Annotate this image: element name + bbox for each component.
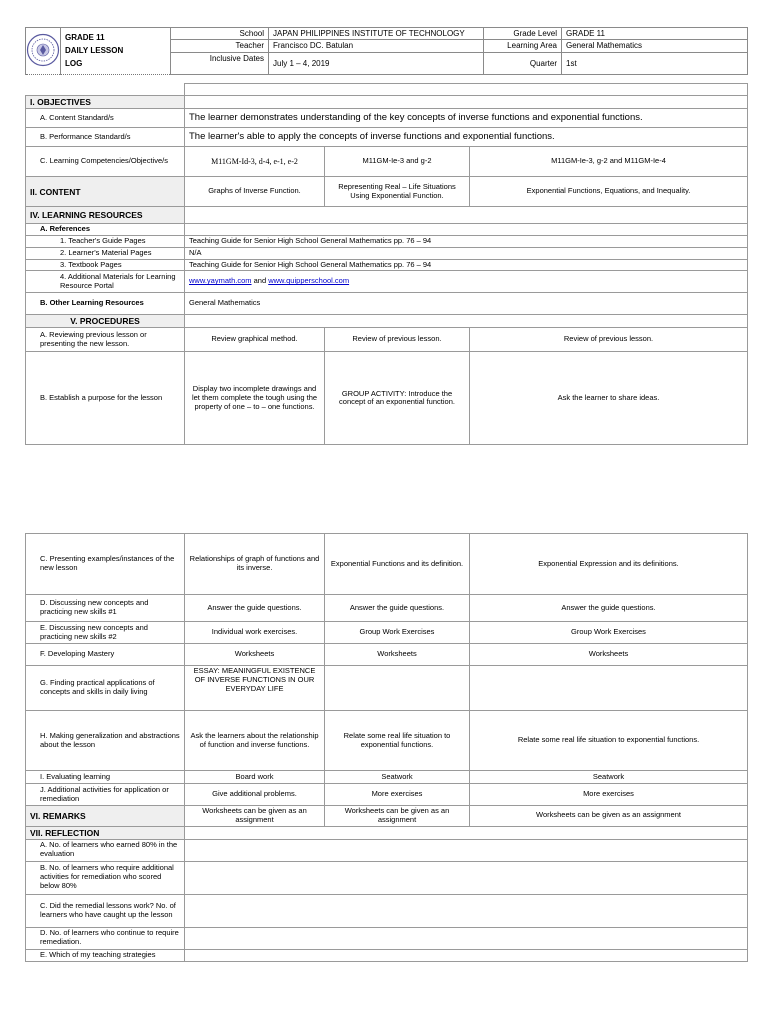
procedure-b-day2: GROUP ACTIVITY: Introduce the concept of an exponential function. (325, 352, 470, 445)
procedure-d-day3: Answer the guide questions. (470, 595, 748, 622)
teachers-guide-label: 1. Teacher's Guide Pages (26, 235, 185, 247)
procedure-a-label: A. Reviewing previous lesson or presenting the new lesson. (26, 328, 185, 352)
other-resources-label: B. Other Learning Resources (26, 293, 185, 315)
dates-value: July 1 – 4, 2019 (269, 52, 484, 74)
procedure-h-day1: Ask the learners about the relationship of function and inverse functions. (185, 711, 325, 771)
reflection-d-value (185, 927, 748, 949)
quarter-value: 1st (562, 52, 748, 74)
procedure-i-day3: Seatwork (470, 771, 748, 784)
remarks-day3: Worksheets can be given as an assignment (470, 806, 748, 827)
procedures-heading: V. PROCEDURES (26, 315, 185, 328)
learners-material-value: N/A (185, 247, 748, 259)
procedure-a-day2: Review of previous lesson. (325, 328, 470, 352)
content-heading: II. CONTENT (26, 177, 185, 207)
and-text: and (251, 276, 269, 286)
learning-resources-heading: IV. LEARNING RESOURCES (26, 207, 185, 224)
procedure-b-label: B. Establish a purpose for the lesson (26, 352, 185, 445)
content-day3: Exponential Functions, Equations, and Inequality. (470, 177, 748, 207)
procedure-b-day1: Display two incomplete drawings and let them complete the tough using the property of one – to – one functions. (185, 352, 325, 445)
procedure-c-day3: Exponential Expression and its definitions. (470, 534, 748, 595)
dll-title (61, 28, 171, 75)
lesson-table-page1 (25, 83, 748, 445)
procedure-d-label: D. Discussing new concepts and practicing new skills #1 (26, 595, 185, 622)
procedure-h-day3: Relate some real life situation to exponential functions. (470, 711, 748, 771)
competencies-label: C. Learning Competencies/Objective/s (26, 147, 185, 177)
procedure-g-day3 (470, 666, 748, 711)
performance-standard-value: The learner's able to apply the concepts of inverse functions and exponential functions. (185, 128, 748, 147)
deped-seal-icon (26, 32, 60, 68)
performance-standard-label: B. Performance Standard/s (26, 128, 185, 147)
procedure-e-day3: Group Work Exercises (470, 622, 748, 644)
procedure-j-label: J. Additional activities for application or remediation (26, 784, 185, 806)
procedure-j-day1: Give additional problems. (185, 784, 325, 806)
quipperschool-link[interactable]: www.quipperschool.com (268, 276, 350, 286)
reflection-d-label: D. No. of learners who continue to require remediation. (26, 927, 185, 949)
competency-day2: M11GM-Ie-3 and g-2 (325, 147, 470, 177)
procedure-e-label: E. Discussing new concepts and practicing new skills #2 (26, 622, 185, 644)
procedure-d-day1: Answer the guide questions. (185, 595, 325, 622)
procedure-f-day1: Worksheets (185, 644, 325, 666)
procedure-c-label: C. Presenting examples/instances of the new lesson (26, 534, 185, 595)
reflection-b-value (185, 861, 748, 894)
teacher-label: Teacher (171, 40, 269, 52)
procedure-d-day2: Answer the guide questions. (325, 595, 470, 622)
reflection-heading: VII. REFLECTION (26, 826, 185, 839)
grade-level-value: GRADE 11 (562, 28, 748, 40)
textbook-label: 3. Textbook Pages (26, 259, 185, 271)
procedure-g-label: G. Finding practical applications of concepts and skills in daily living (26, 666, 185, 711)
procedure-g-day2 (325, 666, 470, 711)
procedure-e-day1: Individual work exercises. (185, 622, 325, 644)
header-table (25, 27, 748, 75)
learning-area-value: General Mathematics (562, 40, 748, 52)
procedure-i-label: I. Evaluating learning (26, 771, 185, 784)
other-resources-value: General Mathematics (185, 293, 748, 315)
competency-day3: M11GM-Ie-3, g-2 and M11GM-Ie-4 (470, 147, 748, 177)
remarks-heading: VI. REMARKS (26, 806, 185, 827)
quarter-label: Quarter (484, 52, 562, 74)
competency-day1: M11GM-Id-3, d-4, e-1, e-2 (185, 147, 325, 177)
yaymath-link[interactable]: www.yaymath.com (189, 276, 252, 286)
procedure-h-day2: Relate some real life situation to exponential functions. (325, 711, 470, 771)
additional-materials-value (185, 271, 748, 293)
school-value: JAPAN PHILIPPINES INSTITUTE OF TECHNOLOGY (269, 28, 484, 40)
procedure-f-day3: Worksheets (470, 644, 748, 666)
remarks-day1: Worksheets can be given as an assignment (185, 806, 325, 827)
procedure-j-day2: More exercises (325, 784, 470, 806)
procedure-i-day1: Board work (185, 771, 325, 784)
teachers-guide-value: Teaching Guide for Senior High School General Mathematics pp. 76 – 94 (185, 235, 748, 247)
additional-materials-label: 4. Additional Materials for Learning Resource Portal (26, 271, 185, 293)
content-standard-value: The learner demonstrates understanding of the key concepts of inverse functions and exponential functions. (185, 109, 748, 128)
school-label: School (171, 28, 269, 40)
deped-seal-cell (26, 28, 61, 75)
dll-title-line3: LOG (65, 59, 83, 69)
content-day1: Graphs of Inverse Function. (185, 177, 325, 207)
procedure-a-day1: Review graphical method. (185, 328, 325, 352)
references-label: A. References (26, 224, 185, 236)
content-day2: Representing Real – Life Situations Using Exponential Function. (325, 177, 470, 207)
dll-title-line1: GRADE 11 (65, 33, 105, 43)
procedure-f-day2: Worksheets (325, 644, 470, 666)
reflection-e-label: E. Which of my teaching strategies (26, 949, 185, 961)
procedure-c-day1: Relationships of graph of functions and its inverse. (185, 534, 325, 595)
reflection-a-value (185, 839, 748, 861)
teacher-value: Francisco DC. Batulan (269, 40, 484, 52)
procedure-g-day1: ESSAY: MEANINGFUL EXISTENCE OF INVERSE FUNCTIONS IN OUR EVERYDAY LIFE (185, 666, 325, 711)
procedure-e-day2: Group Work Exercises (325, 622, 470, 644)
content-standard-label: A. Content Standard/s (26, 109, 185, 128)
procedure-a-day3: Review of previous lesson. (470, 328, 748, 352)
learning-area-label: Learning Area (484, 40, 562, 52)
remarks-day2: Worksheets can be given as an assignment (325, 806, 470, 827)
objectives-heading: I. OBJECTIVES (26, 96, 185, 109)
reflection-b-label: B. No. of learners who require additional activities for remediation who scored below 80% (26, 861, 185, 894)
dates-label: Inclusive Dates (171, 52, 269, 74)
dll-title-line2: DAILY LESSON (65, 46, 124, 56)
grade-level-label: Grade Level (484, 28, 562, 40)
procedure-h-label: H. Making generalization and abstractions about the lesson (26, 711, 185, 771)
learners-material-label: 2. Learner's Material Pages (26, 247, 185, 259)
procedure-j-day3: More exercises (470, 784, 748, 806)
reflection-e-value (185, 949, 748, 961)
reflection-a-label: A. No. of learners who earned 80% in the evaluation (26, 839, 185, 861)
reflection-c-value (185, 894, 748, 927)
procedure-b-day3: Ask the learner to share ideas. (470, 352, 748, 445)
lesson-table-page2 (25, 533, 748, 962)
procedure-c-day2: Exponential Functions and its definition. (325, 534, 470, 595)
reflection-c-label: C. Did the remedial lessons work? No. of learners who have caught up the lesson (26, 894, 185, 927)
procedure-i-day2: Seatwork (325, 771, 470, 784)
textbook-value: Teaching Guide for Senior High School General Mathematics pp. 76 – 94 (185, 259, 748, 271)
procedure-f-label: F. Developing Mastery (26, 644, 185, 666)
